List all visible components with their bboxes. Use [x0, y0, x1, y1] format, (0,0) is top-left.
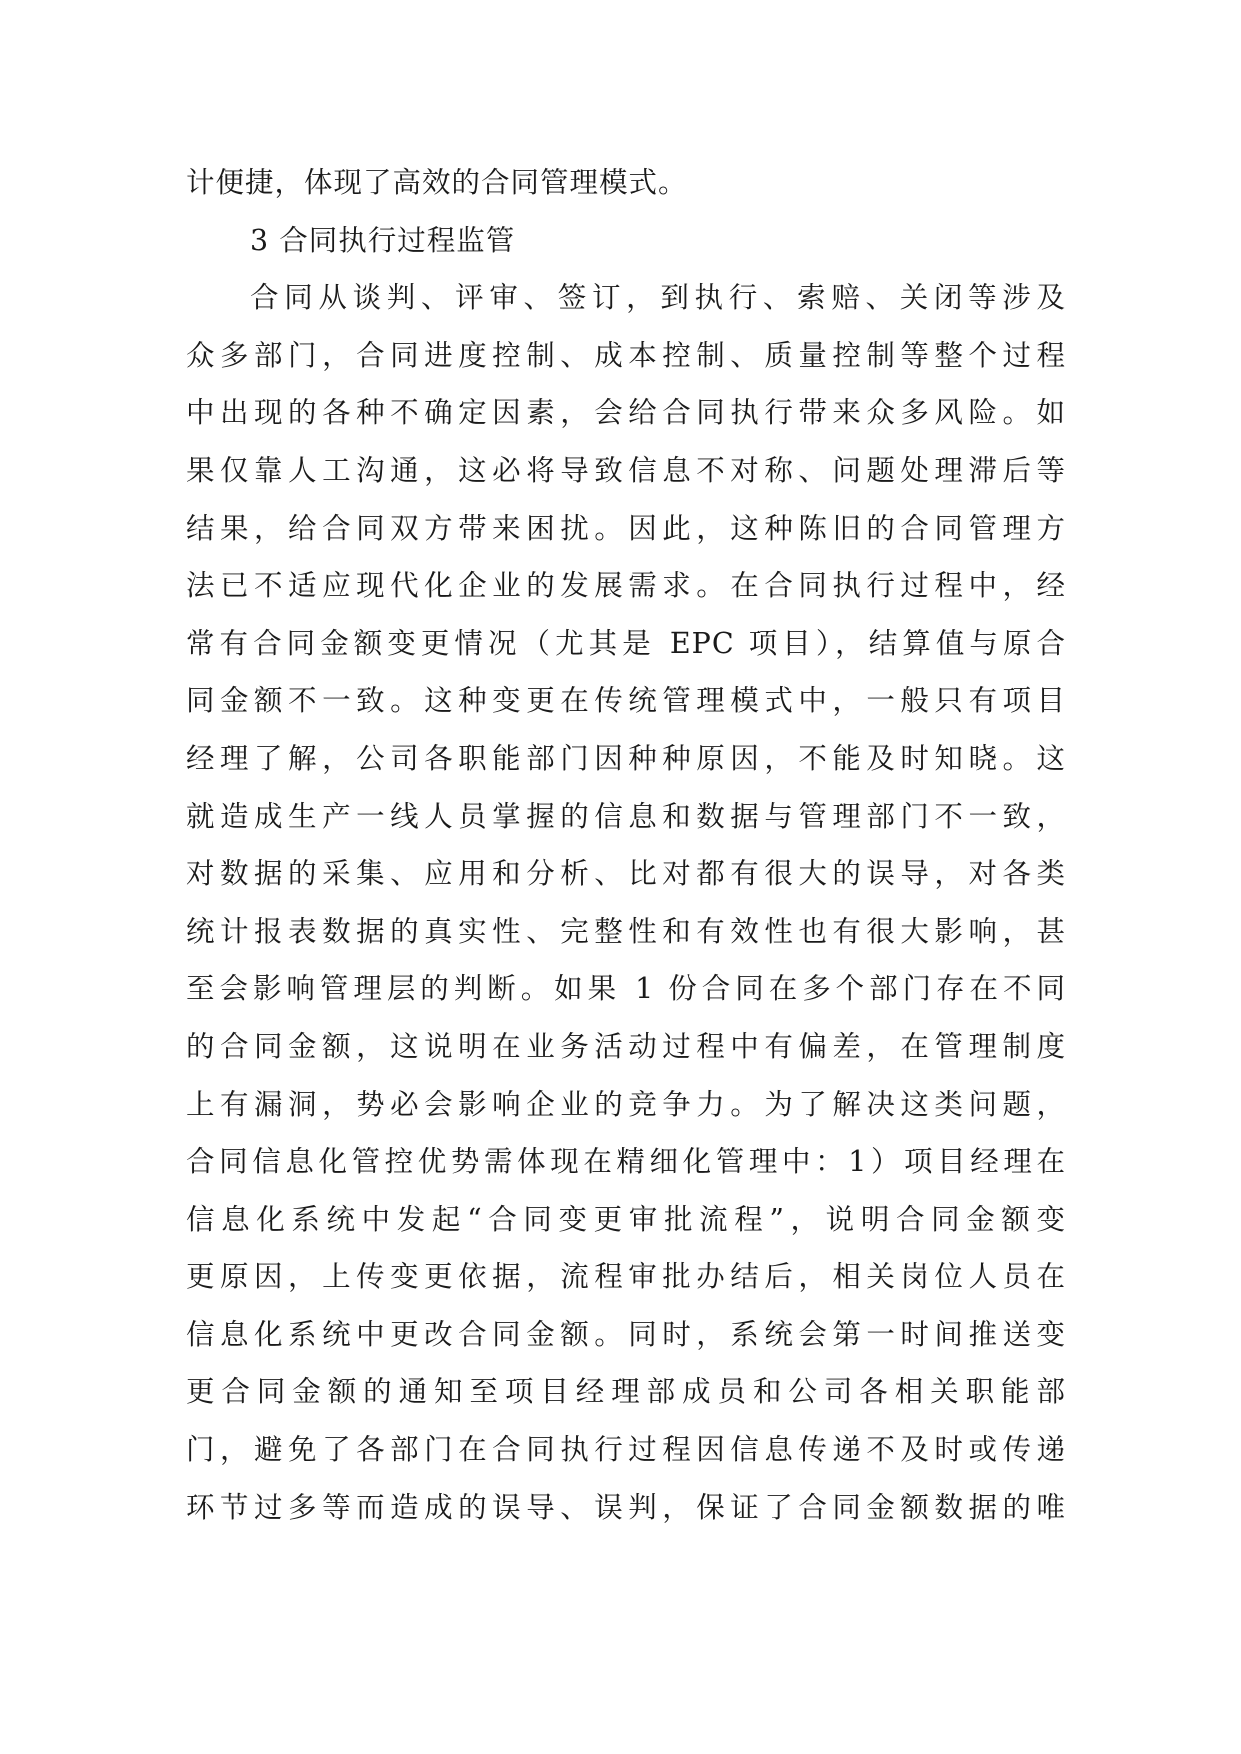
- text-line: 信息化系统中更改合同金额。同时，系统会第一时间推送变: [186, 1317, 1066, 1351]
- text-line: 合同从谈判、评审、签订，到执行、索赔、关闭等涉及: [250, 281, 1066, 315]
- text-line: 法已不适应现代化企业的发展需求。在合同执行过程中，经: [186, 569, 1066, 603]
- text-line: 的合同金额，这说明在业务活动过程中有偏差，在管理制度: [186, 1029, 1066, 1063]
- text-line: 更原因，上传变更依据，流程审批办结后，相关岗位人员在: [186, 1260, 1066, 1294]
- text-line: 更合同金额的通知至项目经理部成员和公司各相关职能部: [186, 1375, 1066, 1409]
- text-line: 统计报表数据的真实性、完整性和有效性也有很大影响，甚: [186, 914, 1066, 948]
- text-line: 结果，给合同双方带来困扰。因此，这种陈旧的合同管理方: [186, 511, 1066, 545]
- text-line: 中出现的各种不确定因素，会给合同执行带来众多风险。如: [186, 396, 1066, 430]
- text-line: 众多部门，合同进度控制、成本控制、质量控制等整个过程: [186, 338, 1066, 372]
- text-line: 门，避免了各部门在合同执行过程因信息传递不及时或传递: [186, 1433, 1066, 1467]
- section-heading: 3 合同执行过程监管: [250, 223, 516, 257]
- text-line: 经理了解，公司各职能部门因种种原因，不能及时知晓。这: [186, 741, 1066, 775]
- text-line: 计便捷，体现了高效的合同管理模式。: [186, 166, 688, 199]
- text-line: 同金额不一致。这种变更在传统管理模式中，一般只有项目: [186, 684, 1066, 718]
- text-line: 果仅靠人工沟通，这必将导致信息不对称、问题处理滞后等: [186, 453, 1066, 487]
- text-line: 常有合同金额变更情况（尤其是 EPC 项目），结算值与原合: [186, 626, 1066, 660]
- body-text: [186, 154, 1066, 1536]
- text-line: 信息化系统中发起“合同变更审批流程”，说明合同金额变: [186, 1202, 1066, 1236]
- text-line: 上有漏洞，势必会影响企业的竞争力。为了解决这类问题，: [186, 1087, 1066, 1121]
- text-line: 环节过多等而造成的误导、误判，保证了合同金额数据的唯: [186, 1490, 1066, 1524]
- text-line: 合同信息化管控优势需体现在精细化管理中：1）项目经理在: [186, 1145, 1066, 1179]
- text-line: 对数据的采集、应用和分析、比对都有很大的误导，对各类: [186, 857, 1066, 891]
- text-line: 至会影响管理层的判断。如果 1 份合同在多个部门存在不同: [186, 972, 1066, 1006]
- text-line: 就造成生产一线人员掌握的信息和数据与管理部门不一致，: [186, 799, 1066, 833]
